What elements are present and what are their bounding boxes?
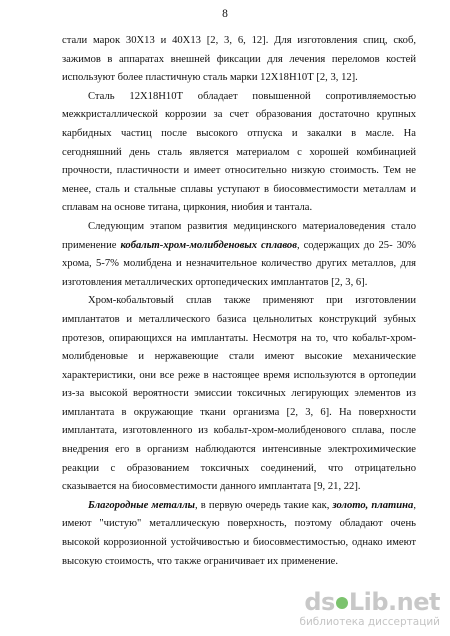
watermark-caption: библиотека диссертаций — [299, 616, 440, 628]
paragraph-3-text-a: Следующим этапом развития медицинского материаловедения стало применение — [62, 220, 416, 251]
paragraph-5 — [62, 497, 416, 571]
paragraph-3-text-b: , содержащих до 25- 30% хрома, 5-7% молибдена и незначительное количество других металлов, для изготовления металлических ортопедических имплантатов [2, 3, 6]. — [62, 239, 416, 288]
logo-text-right: Lib.net — [348, 588, 440, 616]
paragraph-4 — [62, 292, 416, 497]
term-gold-platinum: золото, платина — [332, 499, 414, 511]
paragraph-1-text: стали марок 30Х13 и 40Х13 [2, 3, 6, 12]. Для изготовления спиц, скоб, зажимов в аппаратах внешней фиксации для лечения переломов костей используют более пластичную сталь марки 12Х18Н10Т [2, 3, 12]. — [62, 35, 416, 84]
paragraph-5-text-a: , в первую очередь такие как, — [195, 499, 333, 511]
paragraph-2-text: Сталь 12Х18Н10Т обладает повышенной сопротивляемостью межкристаллической коррозии за счет образования достаточно крупных карбидных частиц после высокого отпуска и закалки в масле. На сегодняшний день сталь является материалом с хорошей комбинацией прочности, пластичности и имеет относительно низкую стоимость. Тем не менее, сталь и стальные сплавы уступают в биосовместимости металлам и сплавам на основе титана, циркония, ниобия и тантала. — [62, 90, 416, 214]
paragraph-5-text-b: , имеют "чистую" металлическую поверхность, поэтому обладают очень высокой коррозионной устойчивостью и биосовместимостью, однако имеют высокую стоимость, что также ограничивает их применение. — [62, 499, 416, 567]
paragraph-4-text: Хром-кобальтовый сплав также применяют при изготовлении имплантатов и металлического базиса цельнолитых конструкций зубных протезов, опирающихся на имплантаты. Несмотря на то, что кобальт-хром-молибденовые и нержавеющие стали имеют высокие механические характеристики, они все реже в настоящее время используются в ортопедии из-за высокой вероятности эмиссии токсичных легирующих элементов из имплантата в окружающие ткани организма [2, 3, 6]. На поверхности имплантата, изготовленного из кобальт-хром-молибденового сплава, после внедрения его в организм наблюдаются интенсивные электрохимические реакции с образованием токсичных соединений, что отрицательно сказывается на биосовместимости данного имплантата [9, 21, 22]. — [62, 295, 416, 493]
page-number: 8 — [222, 8, 228, 20]
dslib-logo — [304, 588, 440, 616]
logo-text-left: ds — [304, 588, 335, 616]
term-noble-metals: Благородные металлы — [88, 499, 196, 511]
paragraph-2 — [62, 88, 416, 218]
logo-green-dot-icon — [336, 597, 348, 609]
paragraph-1 — [62, 32, 416, 88]
body-text — [62, 32, 416, 571]
dslib-watermark — [299, 588, 442, 632]
paragraph-3 — [62, 218, 416, 292]
term-cobalt-chrome-molybdenum: кобальт-хром-молибденовых сплавов — [120, 239, 297, 251]
